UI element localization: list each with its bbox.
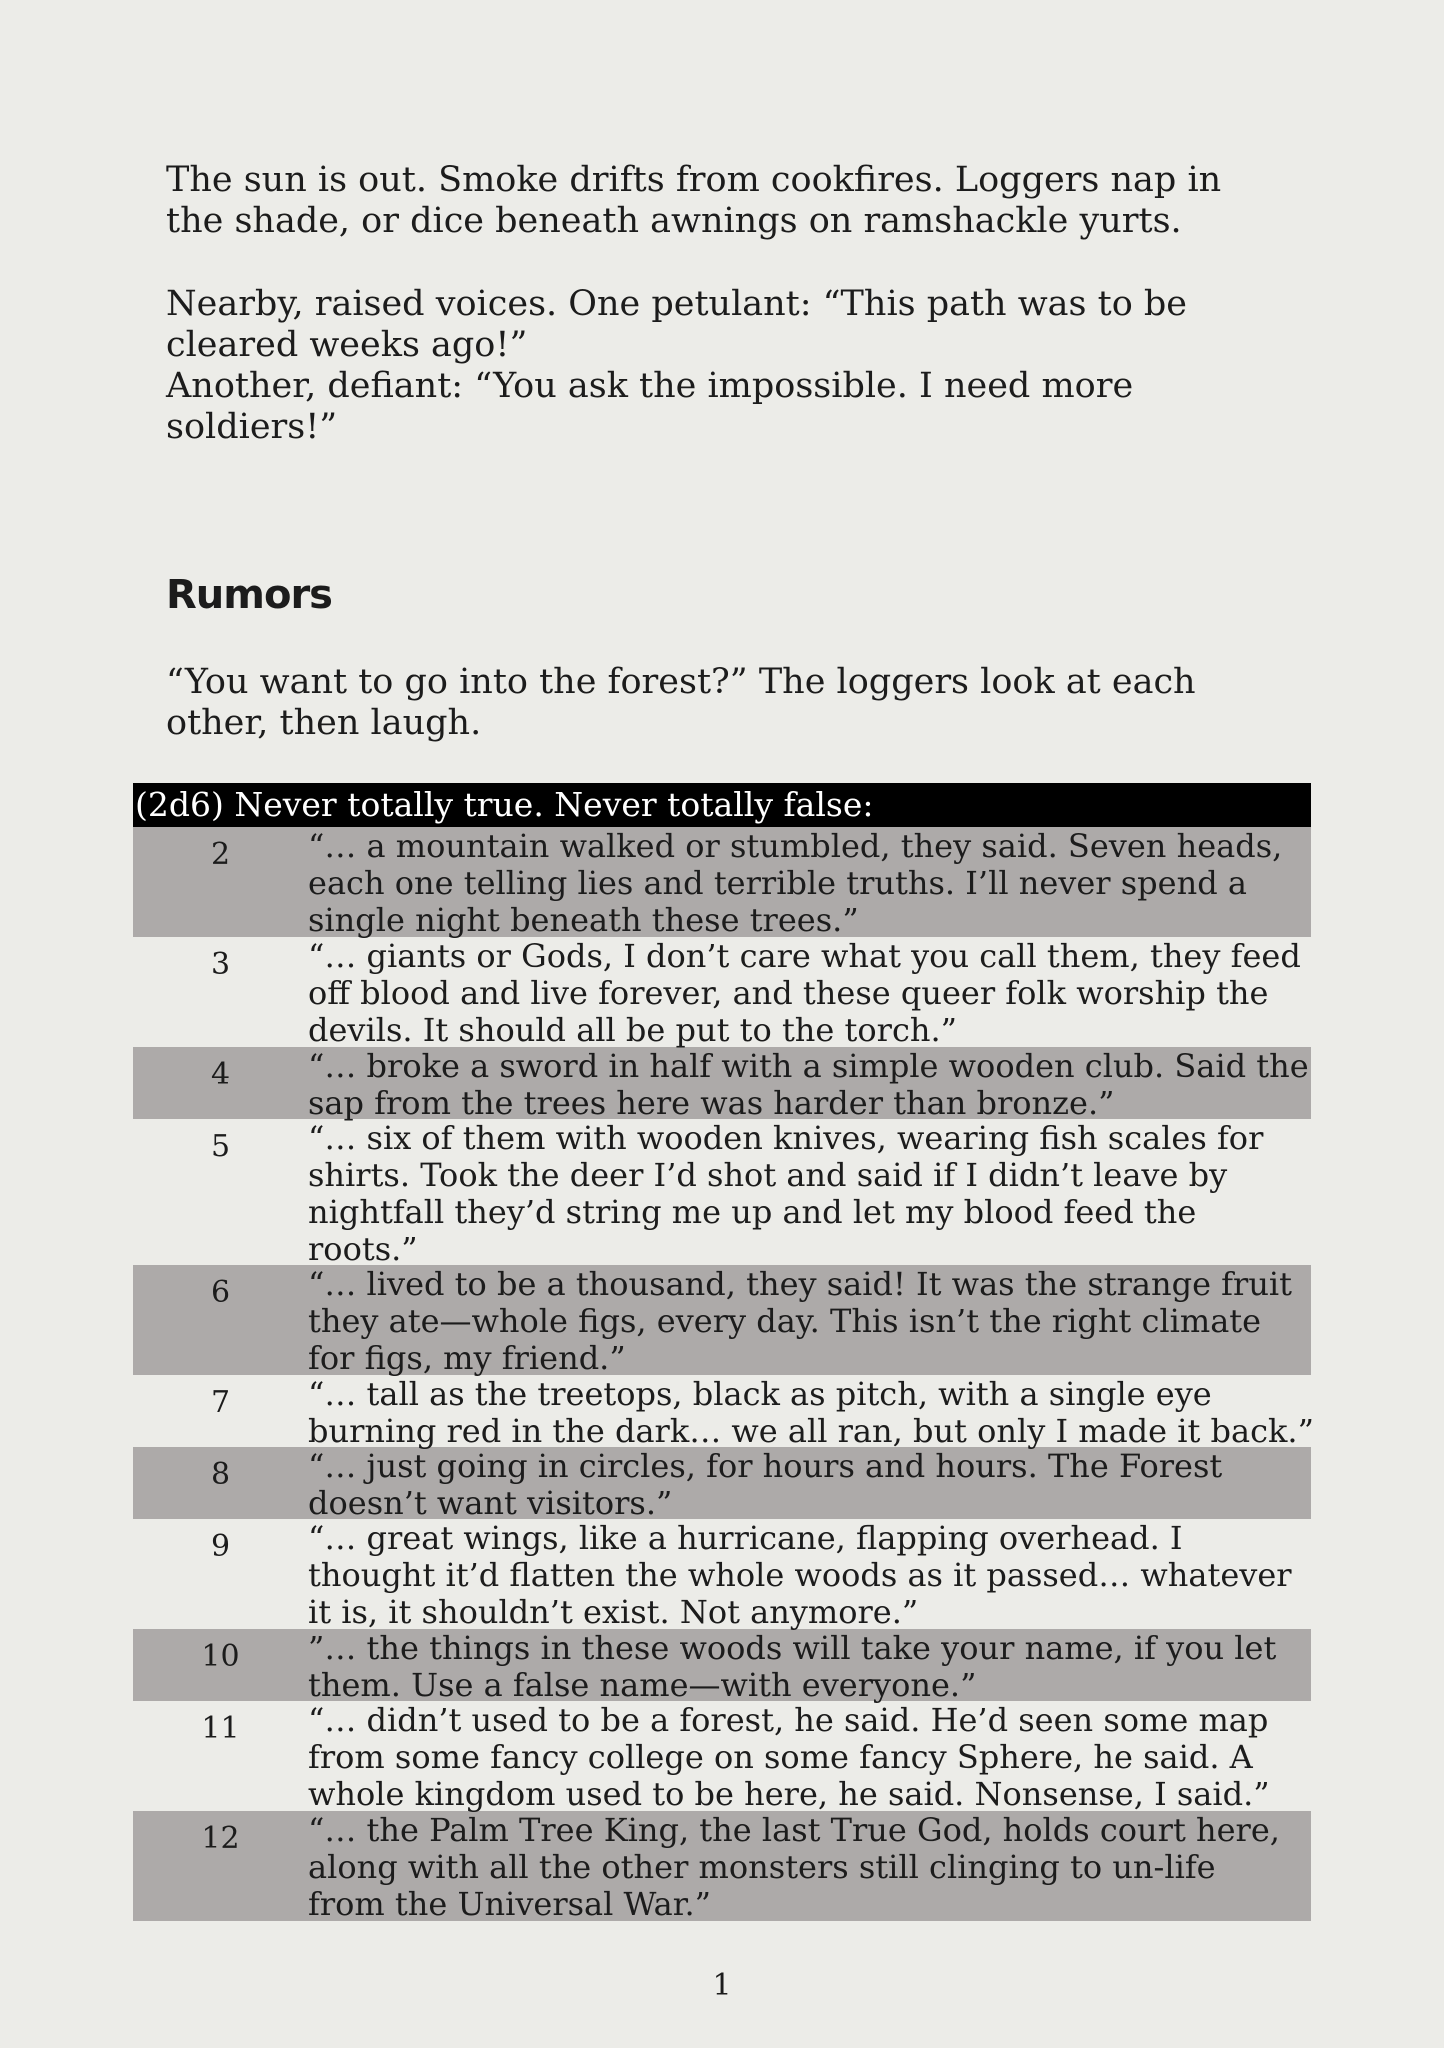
rumor-text — [308, 1447, 1311, 1522]
table-body — [133, 827, 1314, 1923]
rumor-text — [308, 1629, 1311, 1704]
table-header: (2d6) Never totally true. Never totally false: — [133, 783, 1311, 827]
rumor-text — [308, 1119, 1311, 1268]
rumor-line: from the Universal War.” — [308, 1885, 712, 1923]
rumor-text — [308, 1811, 1311, 1921]
table-row — [133, 1375, 1314, 1450]
rumor-line: nightfall they’d string me up and let my blood feed the — [308, 1193, 1197, 1231]
rumor-line: “… lived to be a thousand, they said! It was the strange fruit — [308, 1265, 1293, 1303]
roll-number: 4 — [210, 1057, 231, 1092]
rumor-table — [133, 783, 1314, 1923]
table-row — [133, 1629, 1311, 1704]
rumor-line: from some fancy college on some fancy Sphere, he said. A — [308, 1738, 1253, 1776]
roll-number: 8 — [210, 1457, 231, 1492]
rumor-text — [308, 1047, 1311, 1122]
rumor-text — [308, 937, 1311, 1047]
lead-line: other, then laugh. — [166, 703, 482, 743]
intro-line: The sun is out. Smoke drifts from cookfires. Loggers nap in — [166, 160, 1222, 200]
rumor-line: them. Use a false name—with everyone.” — [308, 1666, 977, 1704]
table-row — [133, 1119, 1311, 1268]
roll-number: 6 — [210, 1275, 231, 1310]
section-lead — [166, 662, 1296, 744]
rumor-line: each one telling lies and terrible truths. I’ll never spend a — [308, 864, 1247, 902]
roll-number: 7 — [210, 1385, 231, 1420]
rumor-text — [308, 1375, 1314, 1450]
rumor-line: devils. It should all be put to the torch.” — [308, 1011, 957, 1049]
intro-line: Another, defiant: “You ask the impossible. I need more — [166, 366, 1134, 406]
rumor-line: doesn’t want visitors.” — [308, 1484, 673, 1522]
rumor-line: “… a mountain walked or stumbled, they said. Seven heads, — [308, 827, 1283, 865]
rumor-line: whole kingdom used to be here, he said. Nonsense, I said.” — [308, 1775, 1270, 1813]
rumor-line: single night beneath these trees.” — [308, 901, 859, 939]
table-row — [133, 937, 1311, 1047]
intro-line: the shade, or dice beneath awnings on ramshackle yurts. — [166, 201, 1182, 241]
rumor-line: “… broke a sword in half with a simple wooden club. Said the — [308, 1047, 1309, 1085]
roll-number: 10 — [201, 1639, 240, 1674]
rumor-text — [308, 1701, 1311, 1811]
roll-number: 9 — [210, 1529, 231, 1564]
table-row — [133, 1265, 1311, 1375]
table-row — [133, 1519, 1311, 1629]
rumor-line: “… six of them with wooden knives, wearing fish scales for — [308, 1119, 1264, 1157]
page-number: 1 — [712, 1968, 732, 2003]
intro-line: soldiers!” — [166, 407, 338, 447]
rumor-line: burning red in the dark… we all ran, but only I made it back.” — [308, 1412, 1314, 1450]
rumor-line: “… didn’t used to be a forest, he said. He’d seen some map — [308, 1701, 1269, 1739]
rumor-line: ”… the things in these woods will take your name, if you let — [308, 1629, 1277, 1667]
section-heading: Rumors — [166, 572, 332, 618]
intro-text — [166, 160, 1296, 448]
rumor-line: they ate—whole figs, every day. This isn’t the right climate — [308, 1302, 1262, 1340]
roll-number: 3 — [210, 947, 231, 982]
table-row — [133, 1701, 1311, 1811]
table-row — [133, 1811, 1311, 1921]
intro-line: cleared weeks ago!” — [166, 325, 528, 365]
rumor-line: sap from the trees here was harder than bronze.” — [308, 1084, 1115, 1122]
rumor-line: shirts. Took the deer I’d shot and said if I didn’t leave by — [308, 1156, 1228, 1194]
rumor-line: roots.” — [308, 1230, 418, 1268]
rumor-line: thought it’d flatten the whole woods as it passed… whatever — [308, 1556, 1292, 1594]
rumor-line: “… the Palm Tree King, the last True God, holds court here, — [308, 1811, 1280, 1849]
roll-number: 12 — [201, 1821, 240, 1856]
rumor-text — [308, 1519, 1311, 1629]
roll-number: 5 — [210, 1129, 231, 1164]
rumor-line: off blood and live forever, and these queer folk worship the — [308, 974, 1269, 1012]
rumor-line: “… great wings, like a hurricane, flapping overhead. I — [308, 1519, 1183, 1557]
table-row — [133, 1047, 1311, 1122]
table-row — [133, 1447, 1311, 1522]
rumor-line: for figs, my friend.” — [308, 1339, 626, 1377]
rumor-line: it is, it shouldn’t exist. Not anymore.” — [308, 1593, 919, 1631]
intro-paragraph-1 — [166, 160, 1296, 242]
rumor-line: “… tall as the treetops, black as pitch, with a single eye — [308, 1375, 1212, 1413]
roll-number: 2 — [210, 837, 231, 872]
rumor-line: “… just going in circles, for hours and hours. The Forest — [308, 1447, 1223, 1485]
rumor-line: along with all the other monsters still clinging to un-life — [308, 1848, 1216, 1886]
lead-line: “You want to go into the forest?” The loggers look at each — [166, 662, 1196, 702]
rumor-text — [308, 1265, 1311, 1375]
table-row — [133, 827, 1311, 937]
intro-line: Nearby, raised voices. One petulant: “This path was to be — [166, 284, 1188, 324]
rumor-text — [308, 827, 1311, 937]
roll-number: 11 — [201, 1711, 240, 1746]
rumor-line: “… giants or Gods, I don’t care what you call them, they feed — [308, 937, 1301, 975]
intro-paragraph-2 — [166, 284, 1296, 448]
